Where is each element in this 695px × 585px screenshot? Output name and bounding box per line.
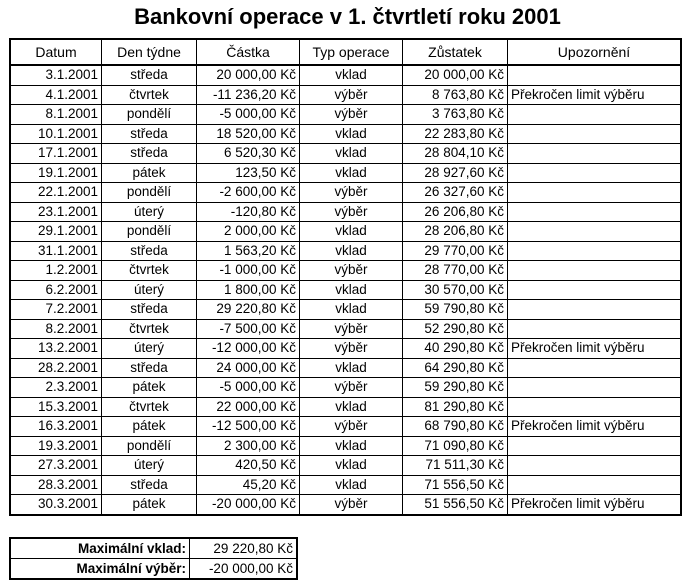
cell-type: vklad bbox=[300, 124, 403, 144]
cell-warning bbox=[508, 300, 682, 320]
table-row bbox=[10, 339, 681, 359]
summary-body bbox=[10, 538, 297, 579]
cell-amount: 6 520,30 Kč bbox=[197, 144, 300, 164]
summary-value: 29 220,80 Kč bbox=[190, 538, 298, 559]
cell-day: čtvrtek bbox=[102, 261, 197, 281]
header-type: Typ operace bbox=[300, 39, 403, 65]
cell-date: 1.2.2001 bbox=[10, 261, 102, 281]
cell-type: vklad bbox=[300, 241, 403, 261]
table-row bbox=[10, 202, 681, 222]
cell-warning: Překročen limit výběru bbox=[508, 417, 682, 437]
cell-day: čtvrtek bbox=[102, 85, 197, 105]
cell-balance: 3 763,80 Kč bbox=[403, 105, 508, 125]
cell-type: vklad bbox=[300, 65, 403, 85]
cell-day: pondělí bbox=[102, 183, 197, 203]
cell-date: 27.3.2001 bbox=[10, 456, 102, 476]
summary-value: -20 000,00 Kč bbox=[190, 559, 298, 580]
cell-type: výběr bbox=[300, 202, 403, 222]
table-row bbox=[10, 163, 681, 183]
cell-balance: 71 556,50 Kč bbox=[403, 475, 508, 495]
cell-amount: 22 000,00 Kč bbox=[197, 397, 300, 417]
cell-balance: 20 000,00 Kč bbox=[403, 65, 508, 85]
cell-amount: 24 000,00 Kč bbox=[197, 358, 300, 378]
table-row bbox=[10, 241, 681, 261]
cell-warning bbox=[508, 183, 682, 203]
cell-day: čtvrtek bbox=[102, 397, 197, 417]
summary-table bbox=[9, 537, 298, 580]
cell-date: 3.1.2001 bbox=[10, 65, 102, 85]
cell-warning bbox=[508, 163, 682, 183]
table-row bbox=[10, 417, 681, 437]
cell-balance: 28 206,80 Kč bbox=[403, 222, 508, 242]
cell-amount: 2 000,00 Kč bbox=[197, 222, 300, 242]
cell-type: vklad bbox=[300, 397, 403, 417]
cell-amount: -20 000,00 Kč bbox=[197, 495, 300, 515]
cell-day: pátek bbox=[102, 495, 197, 515]
cell-balance: 26 327,60 Kč bbox=[403, 183, 508, 203]
table-row bbox=[10, 397, 681, 417]
cell-day: čtvrtek bbox=[102, 319, 197, 339]
page-title: Bankovní operace v 1. čtvrtletí roku 2001 bbox=[134, 4, 561, 29]
cell-type: vklad bbox=[300, 475, 403, 495]
cell-type: vklad bbox=[300, 222, 403, 242]
cell-day: středa bbox=[102, 65, 197, 85]
cell-type: vklad bbox=[300, 358, 403, 378]
cell-day: pondělí bbox=[102, 222, 197, 242]
cell-type: výběr bbox=[300, 417, 403, 437]
cell-balance: 52 290,80 Kč bbox=[403, 319, 508, 339]
cell-date: 31.1.2001 bbox=[10, 241, 102, 261]
cell-warning bbox=[508, 280, 682, 300]
cell-date: 2.3.2001 bbox=[10, 378, 102, 398]
cell-date: 7.2.2001 bbox=[10, 300, 102, 320]
cell-date: 19.3.2001 bbox=[10, 436, 102, 456]
cell-day: středa bbox=[102, 124, 197, 144]
cell-date: 29.1.2001 bbox=[10, 222, 102, 242]
cell-balance: 59 790,80 Kč bbox=[403, 300, 508, 320]
table-row bbox=[10, 436, 681, 456]
cell-balance: 28 804,10 Kč bbox=[403, 144, 508, 164]
table-row bbox=[10, 85, 681, 105]
header-warning: Upozornění bbox=[508, 39, 682, 65]
cell-date: 10.1.2001 bbox=[10, 124, 102, 144]
table-row bbox=[10, 495, 681, 515]
table-row bbox=[10, 144, 681, 164]
cell-date: 19.1.2001 bbox=[10, 163, 102, 183]
cell-balance: 29 770,00 Kč bbox=[403, 241, 508, 261]
table-row bbox=[10, 456, 681, 476]
table-row bbox=[10, 319, 681, 339]
cell-type: výběr bbox=[300, 319, 403, 339]
cell-day: pátek bbox=[102, 378, 197, 398]
cell-type: vklad bbox=[300, 436, 403, 456]
header-amount: Částka bbox=[197, 39, 300, 65]
cell-date: 13.2.2001 bbox=[10, 339, 102, 359]
cell-amount: -2 600,00 Kč bbox=[197, 183, 300, 203]
cell-date: 16.3.2001 bbox=[10, 417, 102, 437]
cell-balance: 26 206,80 Kč bbox=[403, 202, 508, 222]
cell-amount: -7 500,00 Kč bbox=[197, 319, 300, 339]
cell-balance: 71 090,80 Kč bbox=[403, 436, 508, 456]
cell-amount: -11 236,20 Kč bbox=[197, 85, 300, 105]
table-row bbox=[10, 358, 681, 378]
cell-amount: 2 300,00 Kč bbox=[197, 436, 300, 456]
cell-warning bbox=[508, 261, 682, 281]
cell-warning bbox=[508, 475, 682, 495]
cell-type: výběr bbox=[300, 261, 403, 281]
cell-amount: -5 000,00 Kč bbox=[197, 378, 300, 398]
cell-type: vklad bbox=[300, 280, 403, 300]
cell-date: 28.2.2001 bbox=[10, 358, 102, 378]
cell-type: vklad bbox=[300, 144, 403, 164]
cell-date: 23.1.2001 bbox=[10, 202, 102, 222]
header-balance: Zůstatek bbox=[403, 39, 508, 65]
cell-type: výběr bbox=[300, 105, 403, 125]
table-row bbox=[10, 222, 681, 242]
table-row bbox=[10, 105, 681, 125]
cell-balance: 64 290,80 Kč bbox=[403, 358, 508, 378]
table-header-row bbox=[10, 39, 681, 65]
cell-day: pátek bbox=[102, 163, 197, 183]
cell-balance: 81 290,80 Kč bbox=[403, 397, 508, 417]
cell-balance: 28 770,00 Kč bbox=[403, 261, 508, 281]
table-row bbox=[10, 65, 681, 85]
cell-date: 8.1.2001 bbox=[10, 105, 102, 125]
table-body bbox=[10, 65, 681, 515]
table-row bbox=[10, 378, 681, 398]
cell-warning bbox=[508, 65, 682, 85]
cell-warning bbox=[508, 436, 682, 456]
cell-date: 6.2.2001 bbox=[10, 280, 102, 300]
cell-amount: -120,80 Kč bbox=[197, 202, 300, 222]
cell-warning: Překročen limit výběru bbox=[508, 85, 682, 105]
cell-warning bbox=[508, 144, 682, 164]
cell-type: výběr bbox=[300, 183, 403, 203]
cell-type: výběr bbox=[300, 378, 403, 398]
cell-balance: 68 790,80 Kč bbox=[403, 417, 508, 437]
cell-balance: 71 511,30 Kč bbox=[403, 456, 508, 476]
table-row bbox=[10, 475, 681, 495]
cell-date: 22.1.2001 bbox=[10, 183, 102, 203]
cell-amount: 45,20 Kč bbox=[197, 475, 300, 495]
cell-amount: -12 500,00 Kč bbox=[197, 417, 300, 437]
cell-amount: -12 000,00 Kč bbox=[197, 339, 300, 359]
cell-day: pondělí bbox=[102, 105, 197, 125]
cell-warning bbox=[508, 456, 682, 476]
summary-label: Maximální výběr: bbox=[10, 559, 190, 580]
cell-amount: -5 000,00 Kč bbox=[197, 105, 300, 125]
cell-day: úterý bbox=[102, 202, 197, 222]
summary-row bbox=[10, 538, 297, 559]
cell-balance: 40 290,80 Kč bbox=[403, 339, 508, 359]
cell-date: 28.3.2001 bbox=[10, 475, 102, 495]
cell-balance: 28 927,60 Kč bbox=[403, 163, 508, 183]
cell-warning bbox=[508, 124, 682, 144]
table-row bbox=[10, 300, 681, 320]
cell-day: středa bbox=[102, 241, 197, 261]
cell-date: 4.1.2001 bbox=[10, 85, 102, 105]
cell-warning bbox=[508, 202, 682, 222]
table-row bbox=[10, 261, 681, 281]
table-row bbox=[10, 280, 681, 300]
cell-warning bbox=[508, 397, 682, 417]
cell-warning bbox=[508, 319, 682, 339]
table-row bbox=[10, 183, 681, 203]
cell-balance: 59 290,80 Kč bbox=[403, 378, 508, 398]
cell-type: výběr bbox=[300, 495, 403, 515]
cell-type: vklad bbox=[300, 300, 403, 320]
cell-warning: Překročen limit výběru bbox=[508, 339, 682, 359]
cell-warning bbox=[508, 241, 682, 261]
cell-balance: 8 763,80 Kč bbox=[403, 85, 508, 105]
cell-date: 8.2.2001 bbox=[10, 319, 102, 339]
cell-day: úterý bbox=[102, 456, 197, 476]
cell-day: pátek bbox=[102, 417, 197, 437]
cell-day: středa bbox=[102, 475, 197, 495]
cell-day: úterý bbox=[102, 280, 197, 300]
cell-day: středa bbox=[102, 144, 197, 164]
cell-type: výběr bbox=[300, 85, 403, 105]
cell-type: výběr bbox=[300, 339, 403, 359]
cell-balance: 51 556,50 Kč bbox=[403, 495, 508, 515]
cell-warning: Překročen limit výběru bbox=[508, 495, 682, 515]
cell-amount: 1 563,20 Kč bbox=[197, 241, 300, 261]
cell-type: vklad bbox=[300, 456, 403, 476]
cell-amount: 1 800,00 Kč bbox=[197, 280, 300, 300]
cell-amount: 123,50 Kč bbox=[197, 163, 300, 183]
cell-day: pondělí bbox=[102, 436, 197, 456]
cell-balance: 30 570,00 Kč bbox=[403, 280, 508, 300]
cell-warning bbox=[508, 105, 682, 125]
header-day: Den týdne bbox=[102, 39, 197, 65]
summary-label: Maximální vklad: bbox=[10, 538, 190, 559]
cell-date: 17.1.2001 bbox=[10, 144, 102, 164]
table-row bbox=[10, 124, 681, 144]
cell-amount: 29 220,80 Kč bbox=[197, 300, 300, 320]
summary-row bbox=[10, 559, 297, 580]
cell-type: vklad bbox=[300, 163, 403, 183]
cell-day: úterý bbox=[102, 339, 197, 359]
cell-day: středa bbox=[102, 300, 197, 320]
operations-table bbox=[9, 38, 682, 516]
cell-warning bbox=[508, 222, 682, 242]
cell-day: středa bbox=[102, 358, 197, 378]
header-date: Datum bbox=[10, 39, 102, 65]
cell-amount: 18 520,00 Kč bbox=[197, 124, 300, 144]
cell-amount: -1 000,00 Kč bbox=[197, 261, 300, 281]
cell-warning bbox=[508, 358, 682, 378]
cell-amount: 20 000,00 Kč bbox=[197, 65, 300, 85]
cell-amount: 420,50 Kč bbox=[197, 456, 300, 476]
cell-date: 30.3.2001 bbox=[10, 495, 102, 515]
cell-date: 15.3.2001 bbox=[10, 397, 102, 417]
cell-balance: 22 283,80 Kč bbox=[403, 124, 508, 144]
cell-warning bbox=[508, 378, 682, 398]
